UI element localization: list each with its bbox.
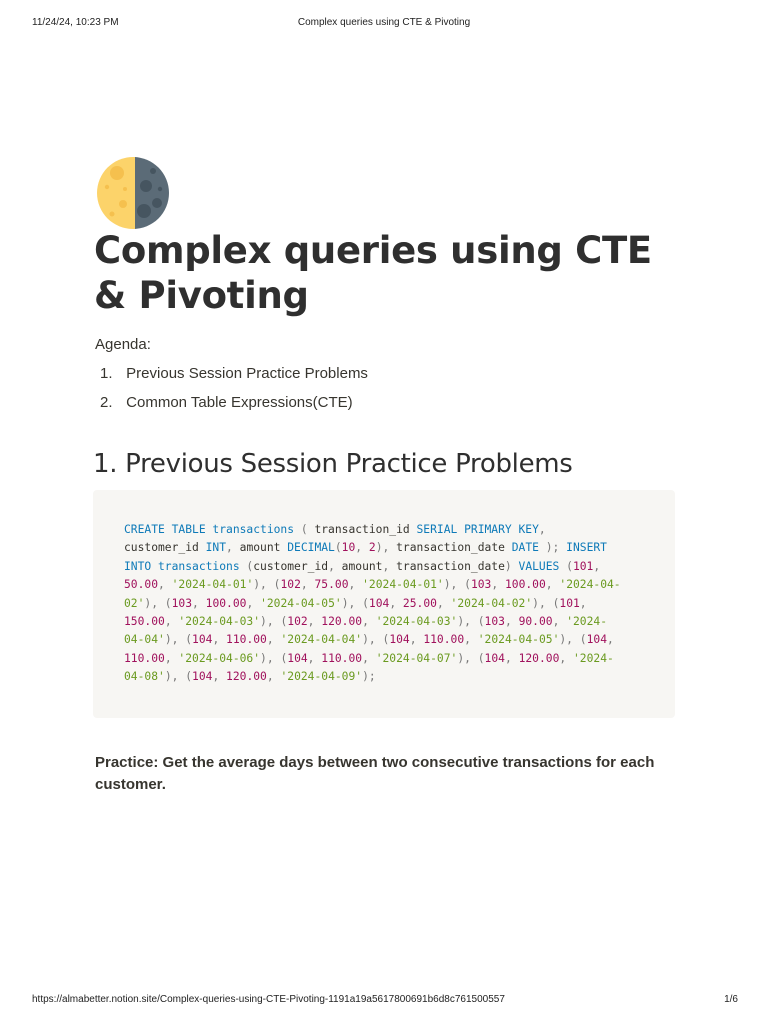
list-item-number: 1. <box>100 365 113 382</box>
code-token: DECIMAL <box>287 541 335 555</box>
code-token: ), ( <box>164 633 193 647</box>
code-token: , <box>307 651 322 665</box>
code-token: customer_id <box>124 541 206 555</box>
moon-icon <box>95 156 173 230</box>
code-content <box>124 521 654 687</box>
code-token: , <box>491 578 505 592</box>
code-token: , <box>226 541 240 555</box>
code-token: , <box>212 670 227 684</box>
code-token: 110.00 <box>321 651 363 665</box>
code-token: 02' <box>124 596 145 610</box>
list-item-number: 2. <box>100 394 113 411</box>
code-token: 104 <box>389 633 410 647</box>
code-token: , <box>607 633 614 647</box>
code-token: , <box>362 651 376 665</box>
code-token: 102 <box>287 615 308 629</box>
code-block[interactable] <box>93 490 675 718</box>
page-number: 1/6 <box>724 994 738 1005</box>
code-token: ), ( <box>443 578 471 592</box>
code-token: amount <box>341 559 383 573</box>
page-title: Complex queries using CTE & Pivoting <box>94 229 652 317</box>
code-token: 120.00 <box>226 670 267 684</box>
code-token: , <box>355 541 369 555</box>
code-token: 100.00 <box>205 596 247 610</box>
list-item-text: Previous Session Practice Problems <box>126 365 368 382</box>
code-token: , <box>158 578 172 592</box>
code-token: 50.00 <box>124 578 159 592</box>
practice-text: Practice: Get the average days between two consecutive transactions for each customer. <box>95 754 655 793</box>
code-token: , <box>164 651 179 665</box>
code-token: SERIAL PRIMARY KEY <box>416 523 539 536</box>
code-token: 10 <box>341 541 356 555</box>
code-token: , <box>464 633 478 647</box>
code-token: 103 <box>171 596 193 610</box>
code-token: ( <box>334 541 342 555</box>
code-token: ), ( <box>260 651 288 665</box>
code-token: customer_id <box>253 559 329 573</box>
list-item <box>100 393 368 422</box>
code-line <box>124 595 654 613</box>
code-token: ( <box>239 559 254 573</box>
code-token: ( <box>559 559 573 573</box>
code-token: ); <box>538 541 567 555</box>
list-item <box>100 364 368 393</box>
code-line <box>124 631 654 649</box>
code-token: ( <box>294 523 315 536</box>
code-line <box>124 668 654 686</box>
code-token: 2 <box>368 541 376 555</box>
code-token: , <box>362 615 376 629</box>
code-token: , <box>212 633 227 647</box>
code-token: , <box>579 596 587 610</box>
section-heading: 1. Previous Session Practice Problems <box>93 449 573 479</box>
code-token: , <box>192 596 206 610</box>
code-token: , <box>504 651 519 665</box>
code-token: 103 <box>470 578 492 592</box>
code-token: , <box>436 596 451 610</box>
code-token: , <box>164 615 179 629</box>
code-token: CREATE TABLE transactions <box>124 523 295 536</box>
code-token: '2024-04-03' <box>375 615 458 629</box>
code-token: DATE <box>511 541 539 555</box>
code-token: 120.00 <box>518 651 560 665</box>
code-token: '2024-04-01' <box>171 578 254 592</box>
code-token: , <box>538 523 546 536</box>
code-line <box>124 558 654 576</box>
code-token: , <box>300 578 315 592</box>
code-token: 102 <box>280 578 301 592</box>
code-token: , <box>266 670 281 684</box>
code-token: , <box>409 633 424 647</box>
code-token: , <box>348 578 363 592</box>
code-token: 75.00 <box>314 578 349 592</box>
code-token: 101 <box>572 559 594 573</box>
code-token: 104 <box>368 596 390 610</box>
code-token: ), ( <box>362 633 390 647</box>
print-doc-title: Complex queries using CTE & Pivoting <box>297 17 471 28</box>
code-token: '2024-04-07' <box>375 651 458 665</box>
code-token: 103 <box>484 615 505 629</box>
code-token: transaction_id <box>314 523 417 536</box>
code-token: INTO transactions <box>124 559 240 573</box>
code-token: '2024-04-05' <box>477 633 560 647</box>
code-token: '2024-04-05' <box>260 596 342 610</box>
code-token: 04-08' <box>124 670 165 684</box>
code-token: ), <box>375 541 397 555</box>
code-token: 90.00 <box>518 615 553 629</box>
code-token: transaction_date <box>396 541 512 555</box>
code-token: '2024-04-01' <box>362 578 444 592</box>
code-token: '2024-04-03' <box>178 615 261 629</box>
code-token: INT <box>205 541 227 555</box>
code-token: 110.00 <box>226 633 267 647</box>
code-token: ), ( <box>144 596 172 610</box>
code-token: 100.00 <box>504 578 546 592</box>
code-token: , <box>246 596 261 610</box>
code-token: , <box>328 559 342 573</box>
code-token: 101 <box>559 596 580 610</box>
code-token: 150.00 <box>124 615 165 629</box>
code-token: 104 <box>192 633 213 647</box>
agenda-list <box>100 364 368 422</box>
code-token: , <box>593 559 601 573</box>
code-token: , <box>266 633 281 647</box>
code-token: 104 <box>287 651 308 665</box>
code-token: ), ( <box>253 578 281 592</box>
code-token: ), ( <box>532 596 560 610</box>
code-token: '2024-04-06' <box>178 651 261 665</box>
code-token: , <box>389 596 403 610</box>
code-token: , <box>559 651 573 665</box>
code-token: 104 <box>484 651 505 665</box>
code-token: ), ( <box>341 596 369 610</box>
agenda-label: Agenda: <box>95 336 151 353</box>
code-token: 120.00 <box>321 615 363 629</box>
code-token: '2024-04-04' <box>280 633 363 647</box>
code-token: '2024-04- <box>559 578 621 592</box>
code-token: amount <box>239 541 288 555</box>
code-token: 104 <box>586 633 607 647</box>
code-line <box>124 521 654 539</box>
code-token: ), ( <box>559 633 587 647</box>
code-token: , <box>545 578 560 592</box>
code-token: 04-04' <box>124 633 165 647</box>
code-token: INSERT <box>566 541 607 555</box>
code-token: 104 <box>192 670 213 684</box>
code-token: ); <box>362 670 376 684</box>
print-datetime: 11/24/24, 10:23 PM <box>32 17 119 28</box>
code-token: , <box>504 615 519 629</box>
list-item-text: Common Table Expressions(CTE) <box>126 394 353 411</box>
code-token: VALUES <box>518 559 560 573</box>
code-token: '2024-04-09' <box>280 670 363 684</box>
code-token: ), ( <box>164 670 193 684</box>
code-token: , <box>552 615 567 629</box>
code-token: '2024-04-02' <box>450 596 533 610</box>
code-token: , <box>307 615 322 629</box>
code-token: 110.00 <box>124 651 165 665</box>
code-token: ) <box>504 559 519 573</box>
code-line <box>124 539 654 557</box>
code-token: ), ( <box>457 615 485 629</box>
code-line <box>124 576 654 594</box>
code-token: 110.00 <box>423 633 465 647</box>
code-token: '2024- <box>566 615 607 629</box>
code-token: , <box>382 559 397 573</box>
code-token: '2024- <box>572 651 614 665</box>
code-token: 25.00 <box>402 596 437 610</box>
code-token: transaction_date <box>396 559 505 573</box>
code-token: ), ( <box>260 615 288 629</box>
page-url: https://almabetter.notion.site/Complex-queries-using-CTE-Pivoting-1191a19a5617800691b6d8c761500557 <box>32 994 505 1005</box>
code-line <box>124 613 654 631</box>
code-token: ), ( <box>457 651 485 665</box>
code-line <box>124 650 654 668</box>
